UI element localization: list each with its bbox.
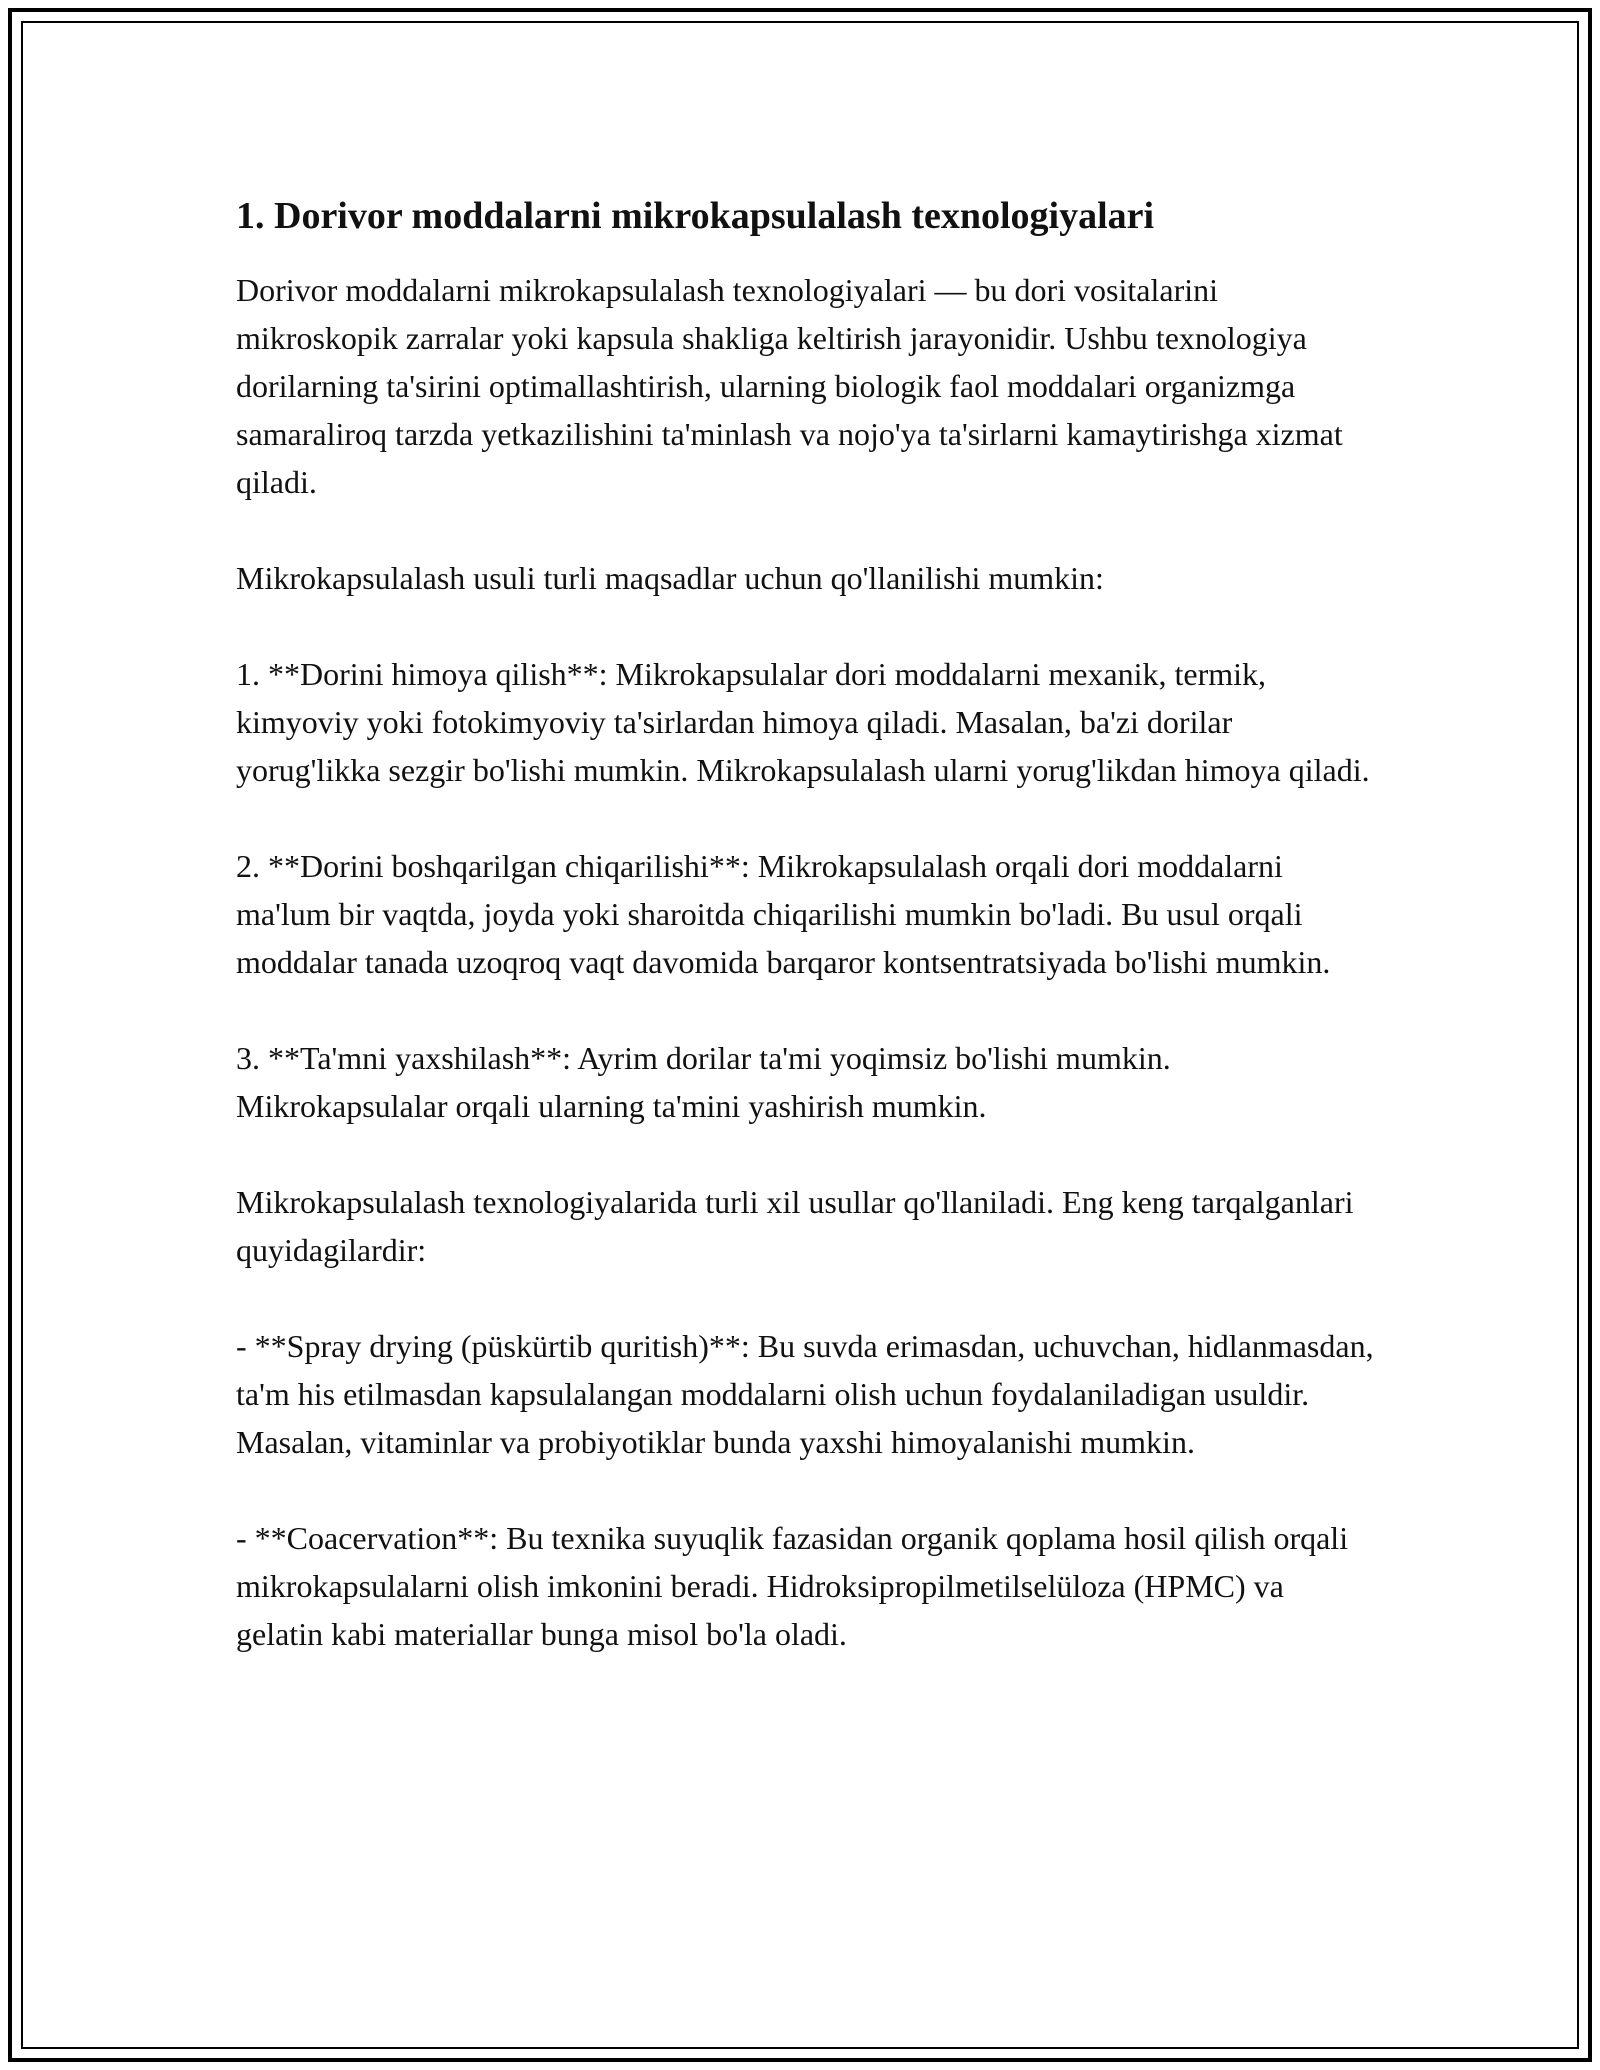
- intro-paragraph: Dorivor moddalarni mikrokapsulalash texnologiyalari — bu dori vositalarini mikroskopik zarralar yoki kapsula shakliga keltirish jarayonidir. Ushbu texnologiya dorilarning ta'sirini optimallashtirish, ularning biologik faol moddalari organizmga samaraliroq tarzda yetkazilishini ta'minlash va nojo'ya ta'sirlarni kamaytirishga xizmat qiladi.: [236, 272, 1343, 500]
- purpose-item-1: 1. **Dorini himoya qilish**: Mikrokapsulalar dori moddalarni mexanik, termik, kimyoviy yoki fotokimyoviy ta'sirlardan himoya qiladi. Masalan, ba'zi dorilar yorug'likka sezgir bo'lishi mumkin. Mikrokapsulalash ularni yorug'likdan himoya qiladi.: [236, 656, 1370, 788]
- purpose-item-3: 3. **Ta'mni yaxshilash**: Ayrim dorilar ta'mi yoqimsiz bo'lishi mumkin. Mikrokapsulalar orqali ularning ta'mini yashirish mumkin.: [236, 1040, 1171, 1124]
- methods-intro-paragraph: Mikrokapsulalash texnologiyalarida turli xil usullar qo'llaniladi. Eng keng tarqalganlari quyidagilardir:: [236, 1184, 1354, 1268]
- purpose-item-2: 2. **Dorini boshqarilgan chiqarilishi**: Mikrokapsulalash orqali dori moddalarni ma'lum bir vaqtda, joyda yoki sharoitda chiqarilishi mumkin bo'ladi. Bu usul orqali moddalar tanada uzoqroq vaqt davomida barqaror kontsentratsiyada bo'lishi mumkin.: [236, 848, 1331, 980]
- method-item-coacervation: - **Coacervation**: Bu texnika suyuqlik fazasidan organik qoplama hosil qilish orqali mikrokapsulalarni olish imkonini beradi. Hidroksipropilmetilselüloza (HPMC) va gelatin kabi materiallar bunga misol bo'la oladi.: [236, 1520, 1349, 1652]
- document-body: [236, 190, 1376, 1706]
- purposes-intro-paragraph: Mikrokapsulalash usuli turli maqsadlar uchun qo'llanilishi mumkin:: [236, 560, 1104, 596]
- page-title: 1. Dorivor moddalarni mikrokapsulalash texnologiyalari: [236, 195, 1155, 237]
- method-item-spray-drying: - **Spray drying (püskürtib quritish)**: Bu suvda erimasdan, uchuvchan, hidlanmasdan, ta'm his etilmasdan kapsulalangan moddalarni olish uchun foydalaniladigan usuldir. Masalan, vitaminlar va probiyotiklar bunda yaxshi himoyalanishi mumkin.: [236, 1328, 1374, 1460]
